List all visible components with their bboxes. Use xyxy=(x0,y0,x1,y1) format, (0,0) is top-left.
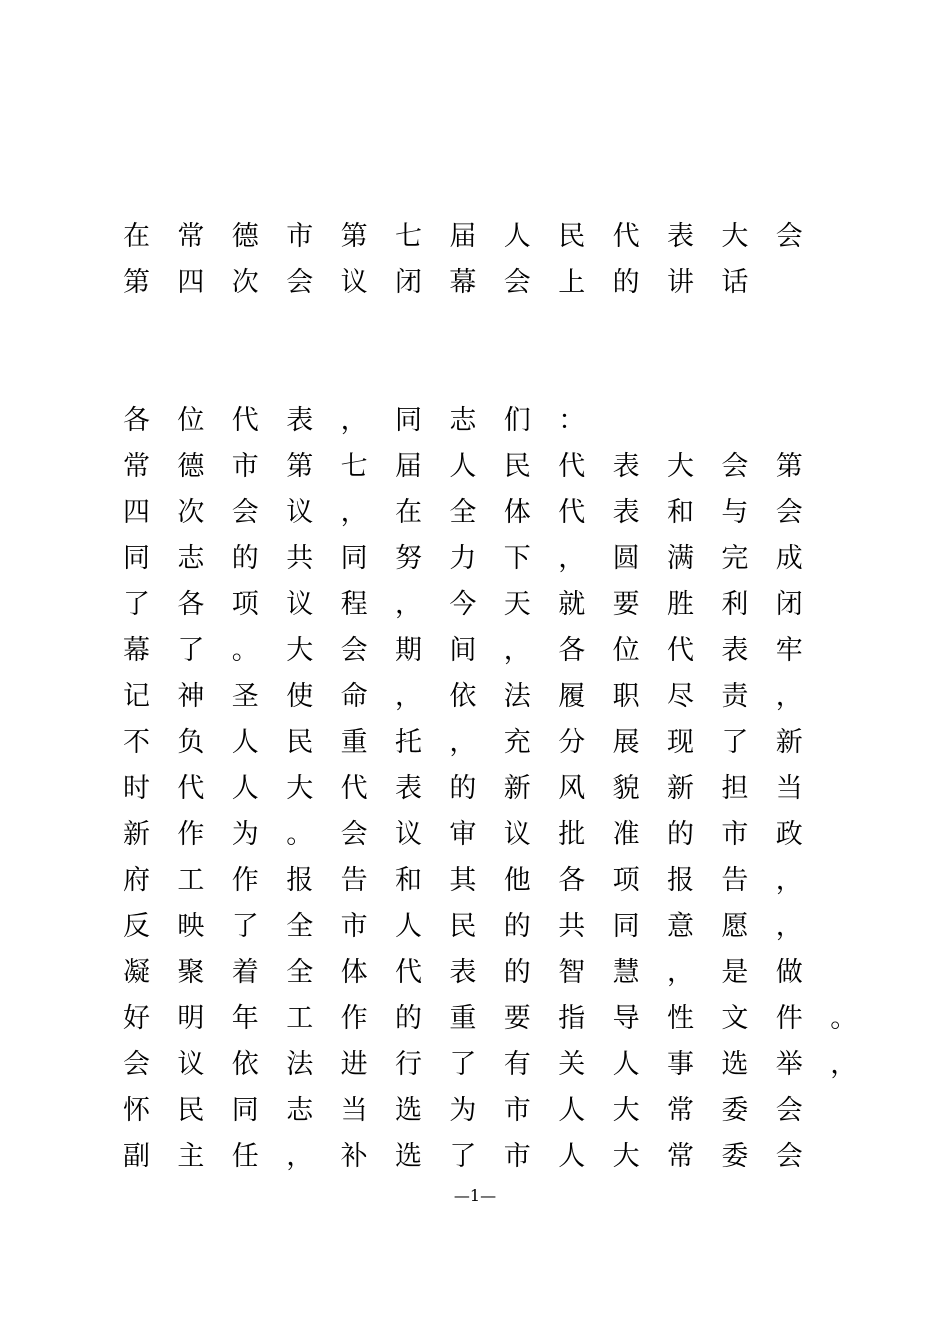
body-line: 府工作报告和其他各项报告， xyxy=(123,865,831,896)
body-line: 会议依法进行了有关人事选举， xyxy=(123,1049,885,1080)
title-line-2: 第四次会议闭幕会上的讲话 xyxy=(123,267,776,298)
body-line: 幕了。大会期间，各位代表牢 xyxy=(123,635,831,666)
body-line: 新作为。会议审议批准的市政 xyxy=(123,819,831,850)
speech-body xyxy=(123,398,885,1180)
body-line: 凝聚着全体代表的智慧，是做 xyxy=(123,957,831,988)
title-line-1: 在常德市第七届人民代表大会 xyxy=(123,221,831,252)
body-line: 同志的共同努力下，圆满完成 xyxy=(123,543,831,574)
page-number: —1— xyxy=(453,1186,497,1205)
body-line: 副主任，补选了市人大常委会 xyxy=(123,1141,831,1172)
body-line: 怀民同志当选为市人大常委会 xyxy=(123,1095,831,1126)
speech-title xyxy=(123,214,843,306)
body-line: 反映了全市人民的共同意愿， xyxy=(123,911,831,942)
body-line: 好明年工作的重要指导性文件。 xyxy=(123,1003,885,1034)
body-line: 常德市第七届人民代表大会第 xyxy=(123,451,831,482)
salutation: 各位代表，同志们： xyxy=(123,405,613,436)
body-line: 了各项议程，今天就要胜利闭 xyxy=(123,589,831,620)
body-line: 不负人民重托，充分展现了新 xyxy=(123,727,831,758)
body-line: 四次会议，在全体代表和与会 xyxy=(123,497,831,528)
body-line: 记神圣使命，依法履职尽责， xyxy=(123,681,831,712)
body-line: 时代人大代表的新风貌新担当 xyxy=(123,773,831,804)
